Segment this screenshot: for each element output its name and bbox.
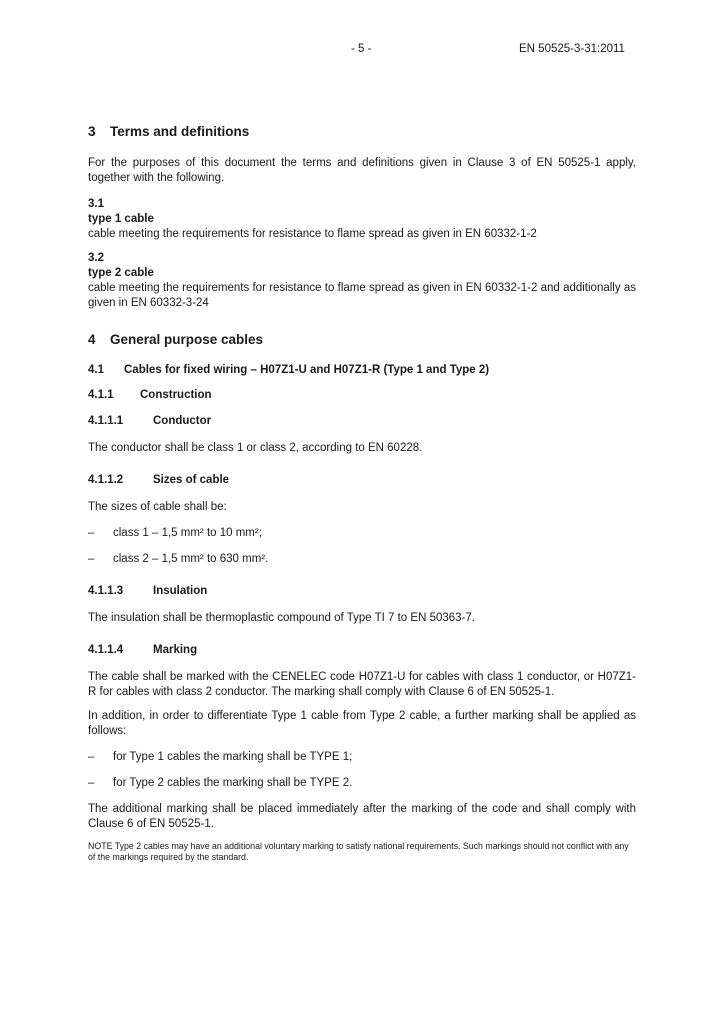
section-title: General purpose cables (110, 332, 264, 347)
section-3-intro: For the purposes of this document the terms and definitions given in Clause 3 of EN 50525-1 apply, together with the following. (88, 157, 636, 184)
list-item: – class 1 – 1,5 mm² to 10 mm²; (88, 527, 262, 539)
marking-paragraph-2: In addition, in order to differentiate Type 1 cable from Type 2 cable, a further marking shall be applied as follows: (88, 710, 636, 737)
section-title: Sizes of cable (153, 474, 230, 486)
section-number: 4 (88, 332, 96, 347)
section-number: 3 (88, 124, 96, 139)
marking-paragraph-1: The cable shall be marked with the CENELEC code H07Z1-U for cables with class 1 conductor, or H07Z1-R for cables with class 2 conductor. The marking shall comply with Clause 6 of EN 50525-1. (88, 671, 636, 698)
section-number: 4.1.1 (88, 389, 114, 401)
term-definition: cable meeting the requirements for resistance to flame spread as given in EN 60332-1-2 (88, 228, 537, 240)
section-number: 4.1.1.2 (88, 474, 124, 486)
sizes-text: The sizes of cable shall be: (88, 501, 227, 513)
page-content (88, 124, 636, 863)
list-dash: – (88, 751, 95, 763)
section-4-1-heading (88, 363, 636, 378)
list-dash: – (88, 777, 95, 789)
section-4-heading (88, 332, 636, 347)
list-item: – for Type 2 cables the marking shall be TYPE 2. (88, 777, 353, 789)
section-title: Marking (153, 644, 198, 656)
standard-reference: EN 50525-3-31:2011 (519, 43, 625, 55)
note: NOTE Type 2 cables may have an additional voluntary marking to satisfy national requirements. Such markings should not conflict with any of the markings required by the standard. (88, 841, 629, 862)
section-title: Cables for fixed wiring – H07Z1-U and H07Z1-R (Type 1 and Type 2) (124, 364, 490, 376)
section-4-1-1-4-heading (88, 643, 636, 658)
section-number: 4.1.1.3 (88, 585, 124, 597)
term-3-1 (88, 197, 636, 242)
conductor-text: The conductor shall be class 1 or class 2, according to EN 60228. (88, 442, 423, 454)
section-title: Terms and definitions (110, 124, 250, 139)
section-4-1-1-3-heading (88, 584, 636, 599)
section-4-1-1-heading (88, 388, 636, 403)
term-number: 3.1 (88, 198, 104, 210)
section-number: 4.1.1.1 (88, 415, 124, 427)
term-3-2 (88, 251, 636, 311)
list-item: – for Type 1 cables the marking shall be TYPE 1; (88, 751, 353, 763)
term-name: type 1 cable (88, 213, 154, 225)
section-4-1-1-2-heading (88, 473, 636, 488)
section-3-heading (88, 124, 636, 139)
insulation-text: The insulation shall be thermoplastic compound of Type TI 7 to EN 50363-7. (88, 612, 475, 624)
section-number: 4.1 (88, 364, 104, 376)
section-title: Insulation (153, 585, 208, 597)
term-number: 3.2 (88, 252, 104, 264)
section-title: Construction (140, 389, 212, 401)
marking-paragraph-3: The additional marking shall be placed immediately after the marking of the code and shall comply with Clause 6 of EN 50525-1. (88, 803, 636, 830)
term-name: type 2 cable (88, 267, 154, 279)
section-title: Conductor (153, 415, 212, 427)
section-number: 4.1.1.4 (88, 644, 124, 656)
list-dash: – (88, 553, 95, 565)
page-number: - 5 - (351, 43, 372, 55)
list-item: – class 2 – 1,5 mm² to 630 mm². (88, 553, 269, 565)
section-4-1-1-1-heading (88, 414, 636, 429)
term-definition: cable meeting the requirements for resistance to flame spread as given in EN 60332-1-2 and additionally as given in EN 60332-3-24 (88, 282, 636, 309)
list-dash: – (88, 527, 95, 539)
